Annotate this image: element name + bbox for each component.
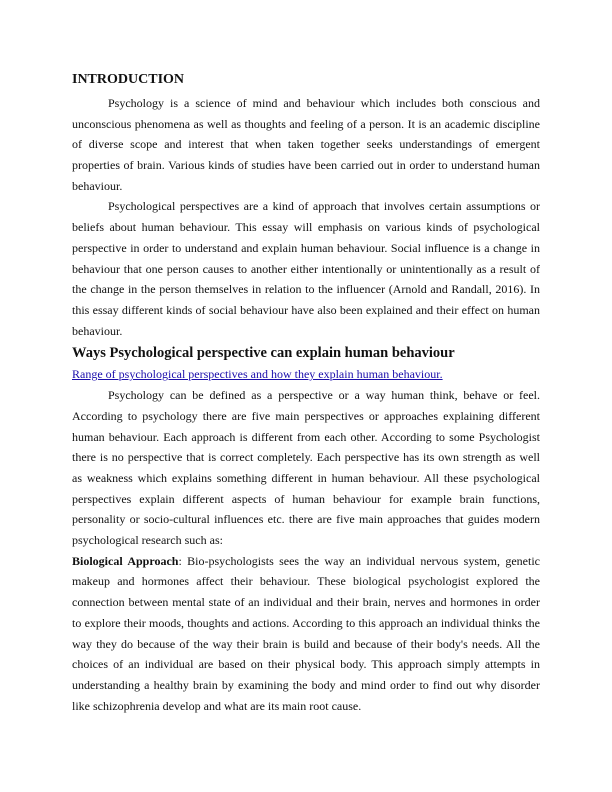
paragraph-line: of diverse scope and interest that when taken together seeks understandings of emergent bbox=[72, 137, 540, 152]
paragraph-line: properties of brain. Various kinds of studies have been carried out in order to understand human bbox=[72, 158, 540, 173]
document-page bbox=[72, 71, 540, 716]
biological-approach-label: Biological Approach bbox=[72, 553, 179, 568]
paragraph-line: as weakness which explains something different in human behaviour. All these psychological bbox=[72, 471, 540, 485]
paragraph-line: way they do because of the way their brain is build and because of their body's needs. All the bbox=[72, 636, 540, 651]
paragraph-line: connection between mental state of an individual and their brain, nerves and hormones in order bbox=[72, 595, 540, 610]
perspectives-link[interactable]: Range of psychological perspectives and how they explain human behaviour. bbox=[72, 367, 443, 382]
paragraph-line: the change in the person themselves in relation to the influencer (Arnold and Randall, 2016). In bbox=[72, 282, 540, 297]
paragraph-line: like schizophrenia develop and what are its main root cause. bbox=[72, 698, 362, 713]
paragraph-line: psychological research such as: bbox=[72, 533, 223, 548]
paragraph-line: makeup and hormones affect their behaviour. These biological psychologist explored the bbox=[72, 574, 540, 589]
paragraph-line: unconscious phenomena as well as thoughts and feeling of a person. It is an academic discipline bbox=[72, 116, 540, 131]
paragraph-line: Psychological perspectives are a kind of approach that involves certain assumptions or bbox=[108, 199, 540, 214]
section-paragraph-1 bbox=[72, 385, 540, 551]
paragraph-line: to explore their moods, thoughts and actions. According to this approach an individual thinks the bbox=[72, 615, 540, 630]
introduction-heading: INTRODUCTION bbox=[72, 72, 185, 87]
paragraph-line: behaviour. bbox=[72, 178, 123, 193]
paragraph-line: perspectives explain different aspects of human behaviour for example brain functions, bbox=[72, 491, 540, 506]
paragraph-line: behaviour that one person causes to another either intentionally or unintentionally as a result of bbox=[72, 261, 540, 276]
biological-approach-paragraph bbox=[72, 551, 540, 717]
paragraph-line: perspective in order to understand and explain human behaviour. Social influence is a change in bbox=[72, 240, 540, 255]
paragraph-line: Psychology is a science of mind and behaviour which includes both conscious and bbox=[108, 96, 540, 110]
paragraph-line: choices of an individual are based on their physical body. This approach simply attempts in bbox=[72, 657, 540, 672]
intro-paragraph-1 bbox=[72, 93, 540, 196]
paragraph-line: beliefs about human behaviour. This essay will emphasis on various kinds of psychological bbox=[72, 220, 540, 235]
intro-paragraph-2 bbox=[72, 196, 540, 341]
paragraph-line: Biological Approach: Bio-psychologists sees the way an individual nervous system, genetic bbox=[72, 553, 540, 568]
paragraph-line: behaviour. bbox=[72, 323, 123, 338]
paragraph-line: personality or socio-cultural influences etc. there are five main approaches that guides modern bbox=[72, 512, 540, 527]
section-heading: Ways Psychological perspective can explain human behaviour bbox=[72, 345, 455, 362]
paragraph-line: human behaviour. Each approach is different from each other. According to some Psychologist bbox=[72, 429, 540, 444]
paragraph-line: understanding a healthy brain by examining the body and mind order to find out why disorder bbox=[72, 677, 540, 692]
paragraph-line: there is no perspective that is correct completely. Each perspective has its own strength as well bbox=[72, 450, 540, 465]
paragraph-line: this essay different kinds of social behaviour have also been explained and their effect on human bbox=[72, 302, 540, 317]
paragraph-line: Psychology can be defined as a perspective or a way human think, behave or feel. bbox=[108, 388, 540, 403]
paragraph-line: According to psychology there are five main perspectives or approaches explaining different bbox=[72, 408, 540, 423]
